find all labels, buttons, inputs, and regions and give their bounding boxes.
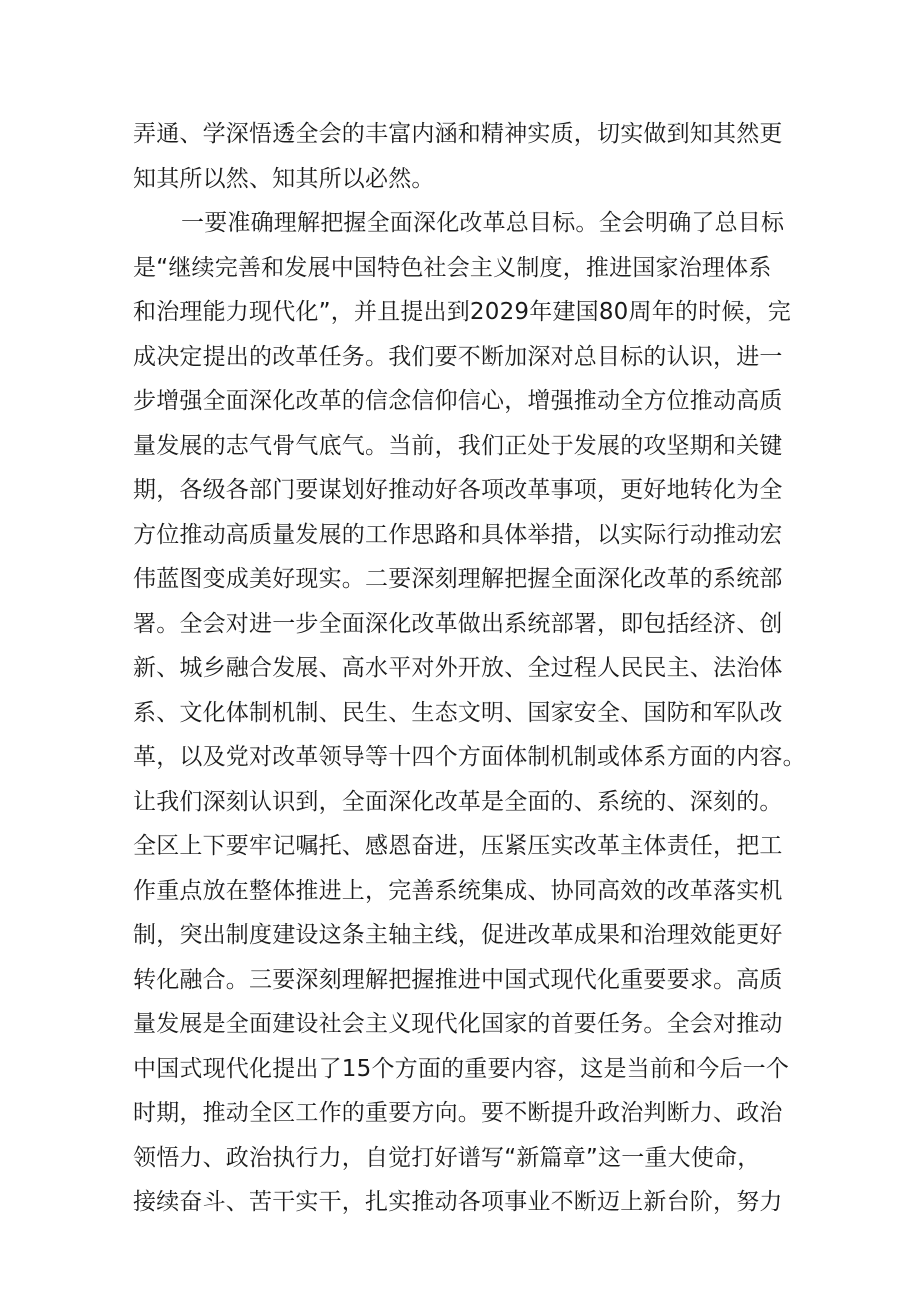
text-line: 成决定提出的改革任务。我们要不断加深对总目标的认识，进一 [133, 343, 783, 370]
text-line: 期，各级各部门要谋划好推动好各项改革事项，更好地转化为全 [133, 477, 783, 503]
text-line: 知其所以然、知其所以必然。 [133, 165, 435, 192]
text-line: 转化融合。三要深刻理解把握推进中国式现代化重要要求。高质 [133, 966, 783, 993]
text-line: 让我们深刻认识到，全面深化改革是全面的、系统的、深刻的。 [133, 788, 783, 815]
text-line: 接续奋斗、苦干实干，扎实推动各项事业不断迈上新台阶，努力 [133, 1189, 783, 1215]
text-line: 作重点放在整体推进上，完善系统集成、协同高效的改革落实机 [133, 877, 783, 904]
paragraph-start-line: 一要准确理解把握全面深化改革总目标。全会明确了总目标 [181, 210, 785, 236]
text-line: 时期，推动全区工作的重要方向。要不断提升政治判断力、政治 [133, 1100, 783, 1126]
text-line: 和治理能力现代化”，并且提出到2029年建国80周年的时候，完 [133, 299, 791, 325]
text-line: 革，以及党对改革领导等十四个方面体制机制或体系方面的内容。 [133, 744, 806, 770]
text-line: 署。全会对进一步全面深化改革做出系统部署，即包括经济、创 [133, 610, 783, 637]
text-line: 是“继续完善和发展中国特色社会主义制度，推进国家治理体系 [133, 254, 772, 281]
text-line: 制，突出制度建设这条主轴主线，促进改革成果和治理效能更好 [133, 922, 783, 948]
text-line: 步增强全面深化改革的信念信仰信心，增强推动全方位推动高质 [133, 388, 783, 414]
text-line: 方位推动高质量发展的工作思路和具体举措，以实际行动推动宏 [133, 521, 783, 548]
text-line: 中国式现代化提出了15个方面的重要内容，这是当前和今后一个 [133, 1055, 790, 1082]
text-line: 领悟力、政治执行力，自觉打好谱写“新篇章”这一重大使命， [133, 1144, 761, 1171]
text-line: 量发展是全面建设社会主义现代化国家的首要任务。全会对推动 [133, 1011, 783, 1037]
body-text [133, 112, 806, 1225]
text-line: 弄通、学深悟透全会的丰富内涵和精神实质，切实做到知其然更 [133, 121, 783, 147]
text-line: 新、城乡融合发展、高水平对外开放、全过程人民民主、法治体 [133, 655, 783, 681]
text-line: 伟蓝图变成美好现实。二要深刻理解把握全面深化改革的系统部 [133, 566, 783, 592]
text-line: 量发展的志气骨气底气。当前，我们正处于发展的攻坚期和关键 [133, 432, 783, 459]
text-line: 系、文化体制机制、民生、生态文明、国家安全、国防和军队改 [133, 699, 783, 726]
text-line: 全区上下要牢记嘱托、感恩奋进，压紧压实改革主体责任，把工 [133, 833, 783, 859]
